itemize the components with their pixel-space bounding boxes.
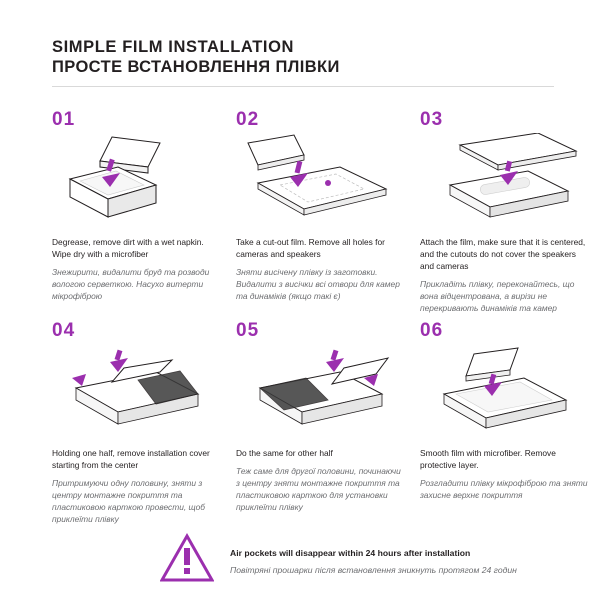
step-04 <box>52 314 222 526</box>
step-text-uk: Знежирити, видалити бруд та розводи вологою серветкою. Насухо витерти мікрофіброю <box>52 266 210 301</box>
step-text-en: Smooth film with microfiber. Remove protective layer. <box>420 448 556 471</box>
step-number: 03 <box>420 108 444 130</box>
step-02 <box>236 103 406 315</box>
step-illustration-film-sheet-cutouts <box>236 133 406 229</box>
step-text-uk: Притримуючи одну половину, зняти з центру монтажне покриття та пластиковою карткою провести, щоб приклеїти плівку <box>52 478 206 525</box>
step-number: 02 <box>236 108 260 130</box>
step-number: 06 <box>420 320 444 342</box>
step-06 <box>420 314 590 526</box>
header <box>52 38 554 87</box>
steps-row-1 <box>52 103 586 315</box>
step-illustration-peel-half-left <box>52 344 222 440</box>
title-divider <box>52 86 554 87</box>
footer-text-uk: Повітряні прошарки після встановлення зникнуть протягом 24 годин <box>230 565 517 575</box>
step-text-en: Take a cut-out film. Remove all holes for cameras and speakers <box>236 236 385 259</box>
page-title-en: SIMPLE FILM INSTALLATION <box>52 38 295 56</box>
steps-row-2 <box>52 314 588 526</box>
footer-text-en: Air pockets will disappear within 24 hours after installation <box>230 547 471 558</box>
footer-text-block <box>230 545 517 577</box>
step-text-uk: Теж саме для другої половини, починаючи з центру зняти монтажне покриття та пластиковою карткою для установки приклеїти плівку <box>236 466 401 513</box>
step-illustration-smooth-microfiber <box>420 344 590 440</box>
step-text-uk: Розгладити плівку мікрофіброю та зняти захисне верхнє покриття <box>420 478 588 501</box>
step-text-uk: Зняти висічену плівку із заготовки. Видалити з висічки всі отвори для камер та динаміків (якщо такі є) <box>236 266 400 301</box>
footer-note <box>52 530 554 591</box>
step-illustration-film-align-phone <box>420 133 590 229</box>
step-text-en: Attach the film, make sure that it is centered, and the cutouts do not cover the speakers and cameras <box>420 236 586 271</box>
step-01 <box>52 103 222 315</box>
step-05 <box>236 314 406 526</box>
step-03 <box>420 103 590 315</box>
step-text-en: Degrease, remove dirt with a wet napkin. Wipe dry with a microfiber <box>52 236 204 259</box>
step-illustration-peel-half-right <box>236 344 406 440</box>
page-title-uk: ПРОСТЕ ВСТАНОВЛЕННЯ ПЛІВКИ <box>52 57 340 76</box>
step-number: 04 <box>52 320 76 342</box>
step-number: 01 <box>52 108 76 130</box>
step-number: 05 <box>236 320 260 342</box>
step-illustration-phone-wipe-cloth <box>52 133 222 229</box>
warning-triangle-icon <box>160 530 214 591</box>
step-text-en: Holding one half, remove installation cover starting from the center <box>52 448 210 471</box>
step-text-uk: Прикладіть плівку, переконайтесь, що вона відцентрована, а вирізи не перекривають динаміків та камер <box>420 278 575 313</box>
step-text-en: Do the same for other half <box>236 448 333 459</box>
